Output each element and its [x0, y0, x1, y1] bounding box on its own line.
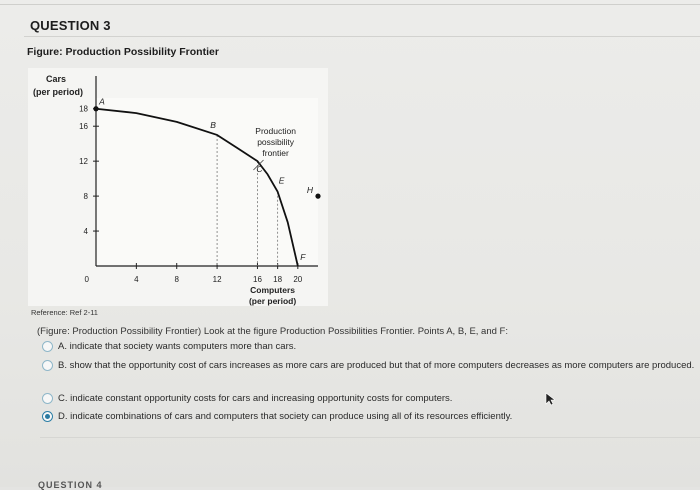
origin-label: 0: [84, 275, 89, 284]
option-b-radio[interactable]: [42, 360, 53, 371]
x-tick-label: 16: [253, 275, 262, 284]
point-a-label: A: [99, 96, 105, 107]
y-tick-label: 12: [79, 157, 88, 167]
point-h-marker: [315, 194, 320, 199]
x-tick-label: 4: [134, 275, 139, 284]
x-axis-label: Computers: [250, 285, 296, 295]
bottom-divider: [40, 437, 700, 438]
question-divider: [24, 36, 700, 37]
y-tick-label: 4: [83, 227, 88, 237]
curve-label-line: possibility: [257, 137, 295, 147]
mouse-cursor-icon: [545, 392, 555, 406]
point-h-label: H: [306, 185, 314, 196]
point-b-label: B: [210, 119, 216, 130]
point-e-label: E: [278, 175, 285, 186]
plot-area: [96, 98, 318, 266]
curve-label-line: frontier: [262, 148, 289, 158]
option-a-label: A. indicate that society wants computers more than cars.: [58, 341, 297, 352]
option-a[interactable]: [42, 340, 296, 353]
y-tick-label: 8: [83, 192, 88, 202]
question-text: (Figure: Production Possibility Frontier) Look at the figure Production Possibilities Frontier. Points A, B, E, and F:: [37, 326, 508, 337]
point-a-marker: [93, 106, 98, 111]
x-tick-label: 8: [174, 275, 179, 284]
y-axis-label: Cars: [45, 74, 67, 84]
option-d[interactable]: [42, 410, 512, 423]
y-axis-label-unit: (per period): [32, 87, 84, 97]
x-tick-label: 18: [273, 275, 283, 284]
y-tick-label: 18: [79, 104, 88, 114]
option-c[interactable]: [42, 392, 452, 405]
option-c-label: C. indicate constant opportunity costs for cars and increasing opportunity costs for computers.: [58, 393, 453, 404]
option-b[interactable]: [42, 359, 698, 372]
point-c-label: C: [256, 164, 263, 175]
option-d-label: D. indicate combinations of cars and computers that society can produce using all of its resources efficiently.: [58, 411, 513, 422]
ppf-figure: [28, 68, 328, 306]
reference-note: Reference: Ref 2-11: [31, 308, 98, 317]
x-tick-label: 12: [212, 275, 222, 284]
option-b-label: B. show that the opportunity cost of cars increases as more cars are produced but that of more computers decreases as more computers are produced.: [58, 360, 695, 371]
y-tick-label: 16: [79, 122, 88, 132]
option-a-radio[interactable]: [42, 341, 53, 352]
point-f-label: F: [300, 252, 306, 262]
option-d-radio[interactable]: [42, 411, 53, 422]
curve-label-line: Production: [255, 126, 296, 136]
x-axis-label-unit: (per period): [248, 296, 297, 306]
next-question-title: QUESTION 4: [38, 480, 103, 490]
x-tick-label: 20: [293, 275, 303, 284]
ppf-chart: [28, 68, 328, 306]
figure-title: Figure: Production Possibility Frontier: [27, 46, 219, 58]
option-c-radio[interactable]: [42, 393, 53, 404]
top-divider: [0, 4, 700, 5]
question-title: QUESTION 3: [30, 18, 111, 33]
